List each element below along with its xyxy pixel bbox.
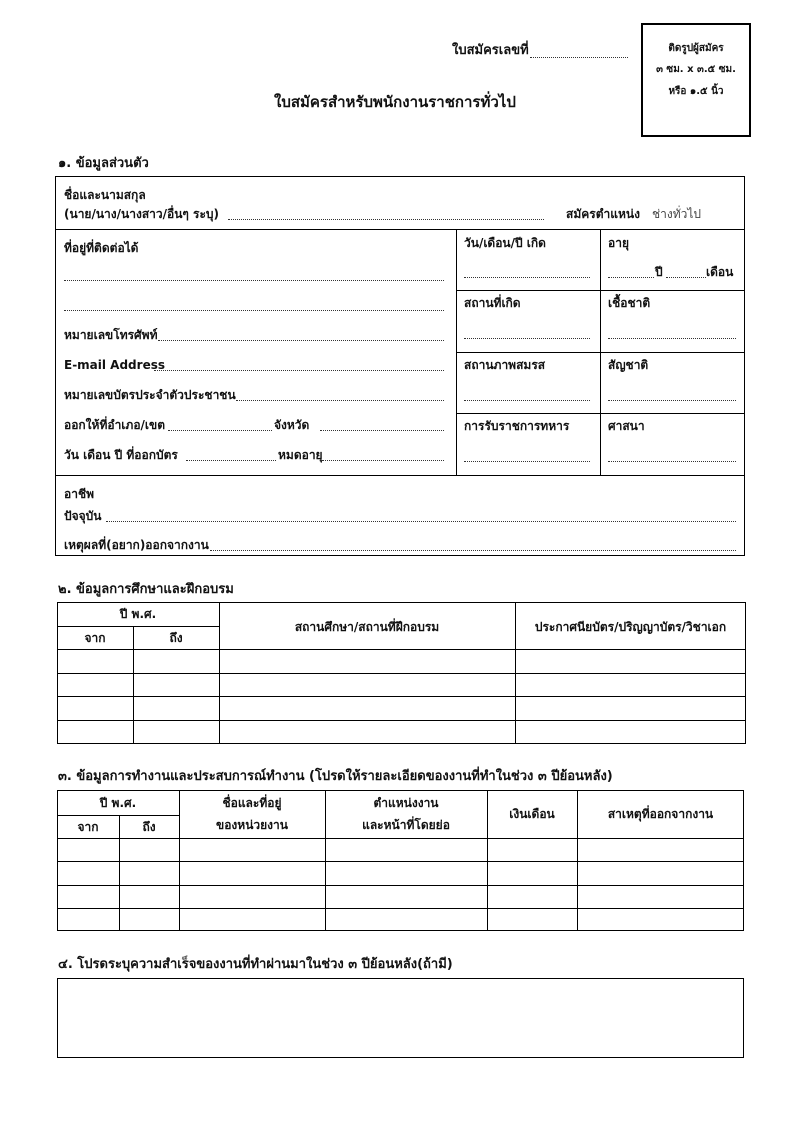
dob-field[interactable]: [464, 277, 590, 278]
work-year-header: ปี พ.ศ.: [99, 796, 137, 810]
id-card-label: หมายเลขบัตรประจำตัวประชาชน: [64, 388, 236, 402]
leave-reason-label: เหตุผลที่(อยาก)ออกจากงาน: [64, 538, 209, 552]
edu-from-header: จาก: [84, 631, 106, 645]
current-occupation-label: ปัจจุบัน: [64, 509, 102, 523]
application-number-label: ใบสมัครเลขที่: [452, 43, 529, 58]
name-field[interactable]: [228, 219, 544, 220]
section1-heading: ๑. ข้อมูลส่วนตัว: [58, 156, 149, 171]
dob-label: วัน/เดือน/ปี เกิด: [464, 236, 546, 250]
work-salary-header: เงินเดือน: [509, 807, 555, 821]
work-from-header: จาก: [77, 820, 99, 834]
photo-box: [641, 23, 751, 137]
name-prefix-label: (นาย/นาง/นางสาว/อื่นๆ ระบุ): [64, 207, 220, 221]
edu-to-header: ถึง: [169, 631, 183, 645]
achievements-field[interactable]: [57, 978, 744, 1058]
birthplace-label: สถานที่เกิด: [464, 296, 521, 310]
issued-at-label: ออกให้ที่อำเภอ/เขต: [64, 418, 166, 432]
position-value[interactable]: ช่างทั่วไป: [652, 207, 702, 221]
expiry-field[interactable]: [322, 460, 444, 461]
nationality-field[interactable]: [608, 400, 736, 401]
work-org-header-2: ของหน่วยงาน: [216, 818, 288, 832]
section4-heading: ๔. โปรดระบุความสำเร็จของงานที่ทำผ่านมาในช่วง ๓ ปีย้อนหลัง(ถ้ามี): [58, 957, 453, 972]
work-reason-header: สาเหตุที่ออกจากงาน: [607, 807, 714, 821]
religion-label: ศาสนา: [608, 419, 645, 433]
section2-heading: ๒. ข้อมูลการศึกษาและฝึกอบรม: [58, 582, 234, 597]
email-label: E-mail Address: [64, 358, 165, 372]
section3-heading: ๓. ข้อมูลการทำงานและประสบการณ์ทำงาน (โปรดให้รายละเอียดของงานที่ทำในช่วง ๓ ปีย้อนหลัง): [58, 769, 613, 784]
province-field[interactable]: [320, 430, 444, 431]
marital-label: สถานภาพสมรส: [464, 358, 546, 372]
age-month-unit: เดือน: [706, 265, 734, 279]
application-number-field[interactable]: [530, 57, 628, 58]
address-label: ที่อยู่ที่ติดต่อได้: [64, 241, 139, 255]
name-label: ชื่อและนามสกุล: [64, 188, 146, 202]
id-card-field[interactable]: [236, 400, 444, 401]
leave-reason-field[interactable]: [210, 550, 736, 551]
phone-label: หมายเลขโทรศัพท์: [64, 328, 158, 342]
position-label: สมัครตำแหน่ง: [566, 207, 640, 221]
military-field[interactable]: [464, 461, 590, 462]
nationality-label: สัญชาติ: [608, 358, 649, 372]
expiry-label: หมดอายุ: [278, 448, 323, 462]
photo-box-line3: หรือ ๑.๕ นิ้ว: [668, 86, 724, 97]
edu-degree-header: ประกาศนียบัตร/ปริญญาบัตร/วิชาเอก: [534, 620, 727, 634]
phone-field[interactable]: [158, 340, 444, 341]
issue-date-field[interactable]: [186, 460, 276, 461]
current-occupation-field[interactable]: [106, 521, 736, 522]
age-months-field[interactable]: [666, 277, 706, 278]
race-field[interactable]: [608, 338, 736, 339]
edu-year-header: ปี พ.ศ.: [119, 607, 157, 621]
photo-box-line2: ๓ ซม. x ๓.๕ ซม.: [656, 64, 736, 75]
address-field-1[interactable]: [64, 280, 444, 281]
age-years-field[interactable]: [608, 277, 654, 278]
race-label: เชื้อชาติ: [608, 296, 651, 310]
birthplace-field[interactable]: [464, 338, 590, 339]
religion-field[interactable]: [608, 461, 736, 462]
age-year-unit: ปี: [655, 265, 663, 279]
address-field-2[interactable]: [64, 310, 444, 311]
military-label: การรับราชการทหาร: [464, 419, 570, 433]
page-title: ใบสมัครสำหรับพนักงานราชการทั่วไป: [274, 93, 516, 111]
work-position-header-2: และหน้าที่โดยย่อ: [362, 818, 450, 832]
email-field[interactable]: [154, 370, 444, 371]
photo-box-line1: ติดรูปผู้สมัคร: [668, 43, 724, 54]
edu-institution-header: สถานศึกษา/สถานที่ฝึกอบรม: [294, 620, 440, 634]
work-org-header-1: ชื่อและที่อยู่: [222, 796, 282, 810]
work-position-header-1: ตำแหน่งงาน: [373, 796, 439, 810]
age-label: อายุ: [608, 236, 629, 250]
province-label: จังหวัด: [274, 418, 310, 432]
occupation-label: อาชีพ: [64, 487, 94, 501]
issued-at-field[interactable]: [168, 430, 272, 431]
marital-field[interactable]: [464, 400, 590, 401]
work-to-header: ถึง: [142, 820, 156, 834]
issue-date-label: วัน เดือน ปี ที่ออกบัตร: [64, 448, 178, 462]
